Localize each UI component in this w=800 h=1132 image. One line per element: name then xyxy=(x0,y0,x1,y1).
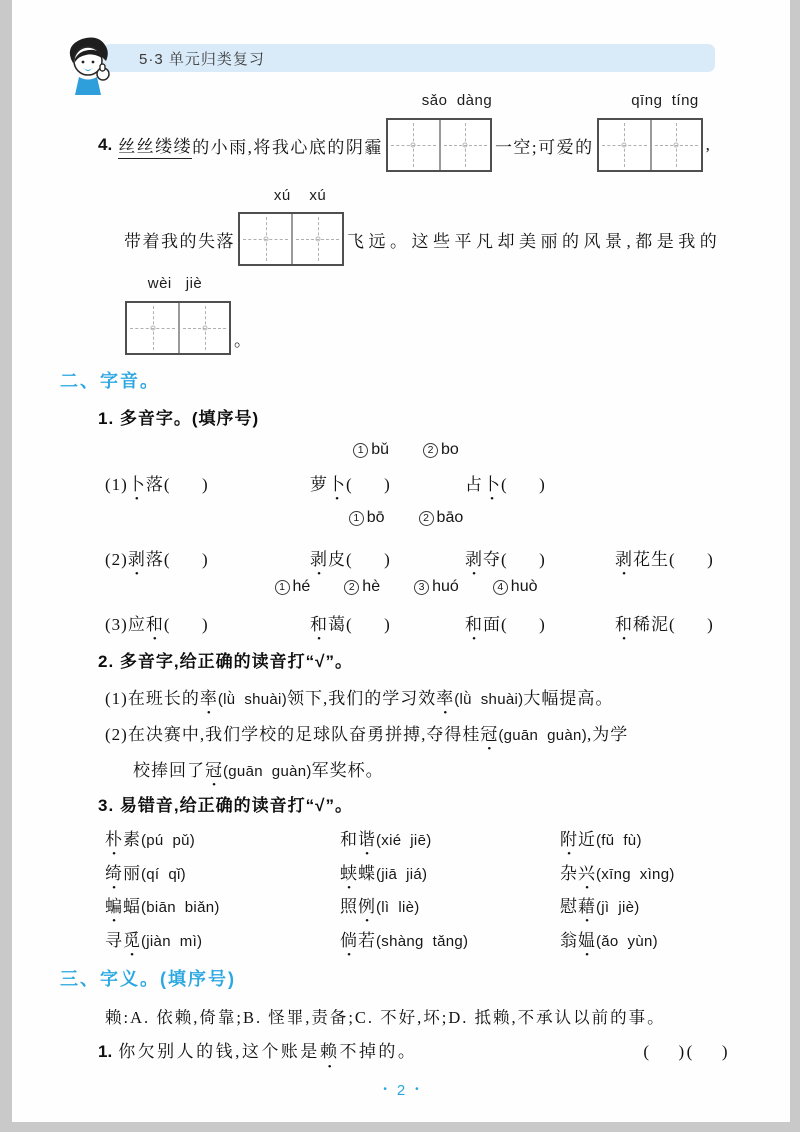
circled-number-icon: 2 xyxy=(344,580,359,595)
pinyin-label-sao-dang: sǎo dàng xyxy=(421,92,493,109)
q4-text-4: 飞远。这些平凡却美丽的风景,都是我的 xyxy=(347,231,722,251)
word-item: 蝙蝠(biān biǎn) xyxy=(105,897,220,916)
section-3-title: 三、字义。(填序号) xyxy=(60,969,236,989)
word-item: 和蔼( ) xyxy=(310,615,391,634)
sentence-2-line-2: 校捧回了冠(guān guàn)军奖杯。 xyxy=(133,761,384,780)
footer-dot-left: • xyxy=(383,1084,387,1095)
error-prone-title: 3. 易错音,给正确的读音打“√”。 xyxy=(98,796,353,815)
answer-blank: ( )( ) xyxy=(643,1042,730,1061)
footer-dot-right: • xyxy=(415,1084,419,1095)
word-item: 剥花生( ) xyxy=(615,550,714,569)
writing-grid-wei-jie xyxy=(125,301,231,355)
q4-line-1 xyxy=(98,117,711,173)
pronunciation-row xyxy=(105,926,658,951)
pronunciation-row xyxy=(105,859,675,884)
word-item: 附近(fǔ fù) xyxy=(560,830,642,849)
pronunciation-row xyxy=(105,892,640,917)
word-item: 绮丽(qí qǐ) xyxy=(105,864,186,883)
pinyin-label-xu-xu: xú xú xyxy=(273,187,327,204)
worksheet-page xyxy=(12,0,790,1122)
word-item: 杂兴(xīng xìng) xyxy=(560,864,675,883)
word-item: 慰藉(jì jiè) xyxy=(560,897,640,916)
word-item: 剥皮( ) xyxy=(310,550,391,569)
option-set-bo xyxy=(98,509,714,527)
word-item: (1)卜落( ) xyxy=(105,475,209,494)
q4-text-3: 带着我的失落 xyxy=(124,231,235,251)
option-set-he xyxy=(98,578,714,596)
word-item: 剥夺( ) xyxy=(465,550,546,569)
option-item: 1 bǔ xyxy=(353,441,389,458)
sentence-1: (1)在班长的率(lǜ shuài)领下,我们的学习效率(lǜ shuài)大幅提高。 xyxy=(105,689,614,708)
word-row-1 xyxy=(105,470,546,495)
footer-page-number xyxy=(12,1082,790,1100)
q4-text-2: 一空;可爱的 xyxy=(494,137,594,157)
word-item: (2)剥落( ) xyxy=(105,550,209,569)
section-2-title: 二、字音。 xyxy=(60,371,160,391)
writing-grid-xu-xu xyxy=(238,212,344,266)
q4-period: 。 xyxy=(234,331,253,350)
word-item: (3)应和( ) xyxy=(105,615,209,634)
option-item: 4 huò xyxy=(493,578,538,595)
definition-line: 赖:A. 依赖,倚靠;B. 怪罪,责备;C. 不好,坏;D. 抵赖,不承认以前的事。 xyxy=(105,1008,666,1027)
word-item: 和谐(xié jiē) xyxy=(340,830,432,849)
page-number: 2 xyxy=(396,1082,406,1099)
word-item: 寻觅(jiàn mì) xyxy=(105,931,203,950)
circled-number-icon: 4 xyxy=(493,580,508,595)
sentence-2-line-1: (2)在决赛中,我们学校的足球队奋勇拼搏,夺得桂冠(guān guàn),为学 xyxy=(105,725,629,744)
circled-number-icon: 1 xyxy=(349,511,364,526)
writing-grid-sao-dang xyxy=(386,118,492,172)
word-row-3 xyxy=(105,610,714,635)
circled-number-icon: 2 xyxy=(419,511,434,526)
word-item: 占卜( ) xyxy=(465,475,546,494)
option-item: 3 huó xyxy=(414,578,459,595)
circled-number-icon: 3 xyxy=(414,580,429,595)
q4-line-3 xyxy=(122,299,253,355)
pinyin-label-qing-ting: qīng tíng xyxy=(631,92,699,109)
word-item: 和面( ) xyxy=(465,615,546,634)
circled-number-icon: 2 xyxy=(423,443,438,458)
circled-number-icon: 1 xyxy=(275,580,290,595)
option-item: 2 bo xyxy=(423,441,459,458)
underlined-phrase: 丝丝缕缕 xyxy=(118,132,192,159)
pronunciation-row xyxy=(105,825,642,850)
word-item: 翁媪(ǎo yùn) xyxy=(560,931,658,950)
word-item: 朴素(pú pǔ) xyxy=(105,830,196,849)
word-row-2 xyxy=(105,545,714,570)
word-item: 萝卜( ) xyxy=(310,475,391,494)
option-item: 1 hé xyxy=(275,578,311,595)
word-item: 和稀泥( ) xyxy=(615,615,714,634)
option-item: 2 hè xyxy=(344,578,380,595)
q4-line-2 xyxy=(124,211,721,267)
word-item: 倘若(shàng tǎng) xyxy=(340,931,469,950)
writing-grid-qing-ting xyxy=(597,118,703,172)
word-item: 蛱蝶(jiā jiá) xyxy=(340,864,428,883)
option-set-bu xyxy=(98,441,714,459)
q4-text-1: 的小雨,将我心底的阴霾 xyxy=(192,137,383,157)
q4-comma: , xyxy=(705,135,712,154)
circled-number-icon: 1 xyxy=(353,443,368,458)
header-bar xyxy=(103,44,715,72)
multi-sound-1-title: 1. 多音字。(填序号) xyxy=(98,409,260,428)
question-number: 4. xyxy=(98,135,113,154)
option-item: 2 bāo xyxy=(419,509,464,526)
meaning-item-1: 1. 你欠别人的钱,这个账是 赖 • 不掉的。 ( )( ) xyxy=(98,1037,730,1062)
option-item: 1 bō xyxy=(349,509,385,526)
workbook-title: 5·3 单元归类复习 xyxy=(139,50,265,68)
word-item: 照例(lì liè) xyxy=(340,897,420,916)
mascot-boy-icon xyxy=(58,33,120,97)
multi-sound-2-title: 2. 多音字,给正确的读音打“√”。 xyxy=(98,652,353,671)
pinyin-label-wei-jie: wèi jiè xyxy=(147,275,203,292)
item-number: 1. xyxy=(98,1042,113,1061)
